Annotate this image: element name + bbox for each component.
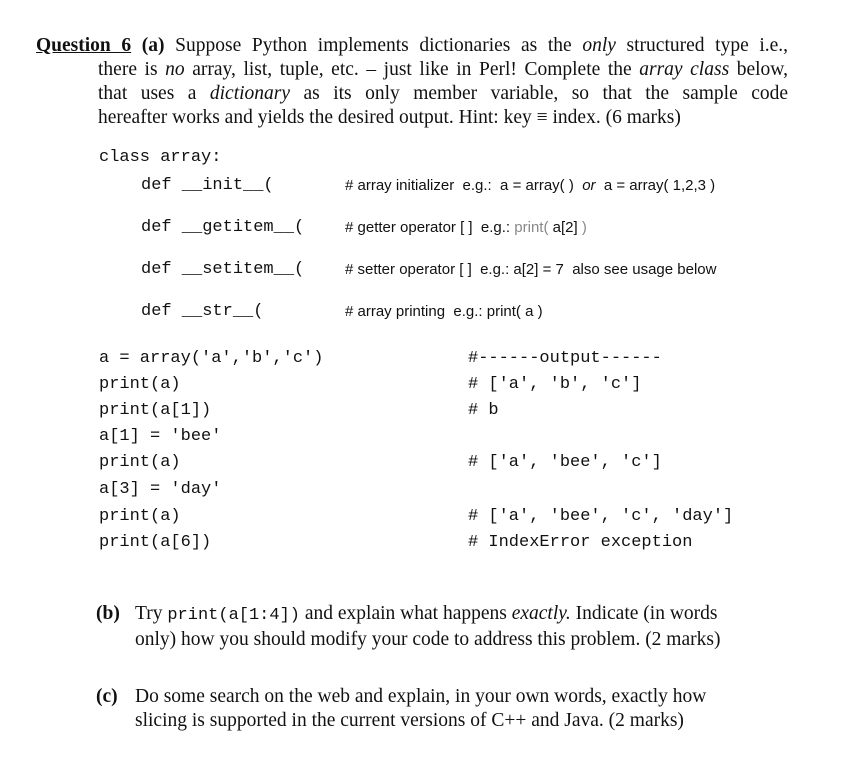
code-line: print(a[6])	[99, 533, 212, 552]
class-header: class array:	[99, 148, 222, 167]
question-line-3	[36, 82, 788, 106]
getitem-comment-text: # getter operator [ ] e.g.:	[345, 219, 511, 236]
method-setitem-def: def __setitem__(	[141, 260, 305, 279]
code-line: a[1] = 'bee'	[99, 427, 222, 446]
question-label: Question 6	[36, 35, 132, 56]
method-str-def: def __str__(	[141, 302, 264, 321]
getitem-comment-post: a[2]	[552, 219, 578, 236]
part-b-pre: Try	[135, 603, 163, 624]
method-init-def: def __init__(	[141, 176, 274, 195]
init-comment-text: # array initializer e.g.: a = array( )	[345, 177, 574, 194]
code-line: print(a)	[99, 375, 181, 394]
part-b-label: (b)	[96, 603, 120, 624]
q-line2-em: no	[165, 59, 185, 80]
output-header: #------output------	[468, 349, 662, 368]
question-line-4: hereafter works and yields the desired output. Hint: key ≡ index. (6 marks)	[98, 107, 681, 128]
part-b-mid: and explain what happens	[304, 603, 507, 624]
code-line: a[3] = 'day'	[99, 480, 222, 499]
q-line2-pre: there is	[98, 59, 158, 80]
part-b	[96, 602, 720, 652]
output-line: # ['a', 'bee', 'c', 'day']	[468, 507, 734, 526]
getitem-comment-grey2: )	[581, 219, 587, 236]
output-line: # IndexError exception	[468, 533, 693, 552]
method-setitem-comment: # setter operator [ ] e.g.: a[2] = 7 also see usage below	[345, 261, 717, 278]
q-line1-em: only	[582, 35, 616, 56]
method-init-comment	[345, 177, 715, 194]
q-line2-em2: array class	[639, 59, 730, 80]
part-a-label: (a)	[141, 35, 165, 56]
init-comment-or: or	[582, 177, 596, 194]
part-c	[96, 685, 706, 733]
code-line: a = array('a','b','c')	[99, 349, 324, 368]
q-line2-post: below,	[736, 59, 788, 80]
question-line-1	[36, 34, 788, 58]
init-comment-post: a = array( 1,2,3 )	[603, 177, 716, 194]
method-getitem-comment	[345, 219, 587, 236]
part-c-label: (c)	[96, 686, 118, 707]
part-b-line-2: only) how you should modify your code to address this problem. (2 marks)	[135, 629, 721, 650]
code-line: print(a[1])	[99, 401, 212, 420]
part-b-code: print(a[1:4])	[167, 606, 300, 625]
part-c-line-1	[96, 685, 706, 709]
part-b-post: Indicate (in words	[575, 603, 718, 624]
question-header	[36, 34, 788, 130]
q-line1-post: structured type i.e.,	[626, 35, 789, 56]
q-line3-pre: that uses a	[98, 83, 197, 104]
q-line2-mid: array, list, tuple, etc. – just like in Perl! Complete the	[192, 59, 632, 80]
part-c-line1-text: Do some search on the web and explain, in your own words, exactly how	[135, 686, 707, 707]
method-str-comment: # array printing e.g.: print( a )	[345, 303, 543, 320]
getitem-comment-grey: print(	[514, 219, 549, 236]
q-line3-post: as its only member variable, so that the sample code	[303, 83, 789, 104]
method-getitem-def: def __getitem__(	[141, 218, 305, 237]
code-line: print(a)	[99, 507, 181, 526]
output-line: # ['a', 'bee', 'c']	[468, 453, 662, 472]
output-line: # b	[468, 401, 499, 420]
part-b-em: exactly.	[511, 603, 571, 624]
output-line: # ['a', 'b', 'c']	[468, 375, 642, 394]
question-line-2	[36, 58, 788, 82]
q-line1-pre: Suppose Python implements dictionaries as the	[175, 35, 572, 56]
part-c-line-2: slicing is supported in the current versions of C++ and Java. (2 marks)	[135, 710, 684, 731]
code-line: print(a)	[99, 453, 181, 472]
q-line3-em: dictionary	[209, 83, 291, 104]
part-b-line-1	[96, 602, 720, 628]
